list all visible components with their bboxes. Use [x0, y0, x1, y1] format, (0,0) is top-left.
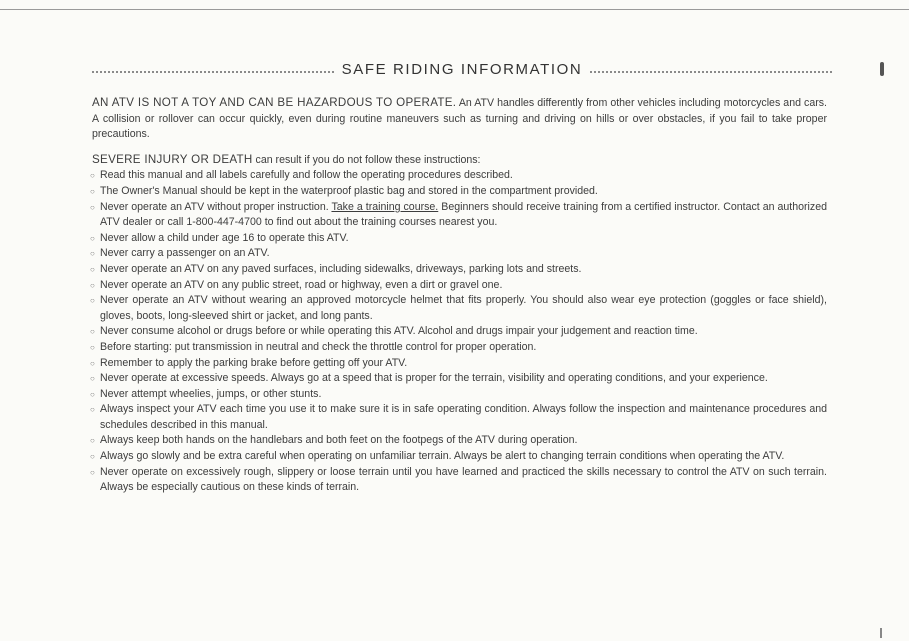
- safety-rule-text: [100, 200, 827, 231]
- rule-text-main: Never carry a passenger on an ATV.: [100, 247, 270, 260]
- circle-bullet-icon: ○: [90, 202, 95, 212]
- safety-rule-text: [100, 262, 827, 278]
- safety-rule-text: [100, 387, 827, 403]
- safety-rules-list: [92, 168, 827, 495]
- margin-mark: [880, 62, 884, 76]
- rule-text-main: Never allow a child under age 16 to operate this ATV.: [100, 231, 349, 244]
- safety-rule-item: [92, 168, 827, 184]
- intro-text: An ATV handles differently from other vehicles including motorcycles and cars. A collision or rollover can occur quickly, even during routine maneuvers such as turning and driving on hills or over obstacles, if you fail to take proper precautions.: [92, 97, 827, 141]
- safety-rule-item: [92, 278, 827, 294]
- circle-bullet-icon: ○: [90, 436, 95, 446]
- safety-rule-text: [100, 356, 827, 372]
- safety-rule-item: [92, 465, 827, 496]
- rule-text-main: Never operate at excessive speeds. Always go at a speed that is proper for the terrain, visibility and operating conditions, and your experience.: [100, 372, 768, 385]
- rule-text-main: Always inspect your ATV each time you use it to make sure it is in safe operating condition. Always follow the inspection and maintenance procedures and schedules described in this manual.: [100, 403, 827, 431]
- corner-mark: [880, 628, 882, 638]
- safety-rule-text: [100, 449, 827, 465]
- safety-rule-item: [92, 184, 827, 200]
- safety-rule-item: [92, 246, 827, 262]
- rule-text-main: Always keep both hands on the handlebars and both feet on the footpegs of the ATV during operation.: [100, 434, 578, 447]
- safety-rule-item: [92, 449, 827, 465]
- safety-rule-text: [100, 340, 827, 356]
- intro-lead: AN ATV IS NOT A TOY AND CAN BE HAZARDOUS TO OPERATE.: [92, 96, 457, 109]
- safety-rule-item: [92, 293, 827, 324]
- circle-bullet-icon: ○: [90, 452, 95, 462]
- circle-bullet-icon: ○: [90, 233, 95, 243]
- circle-bullet-icon: ○: [90, 264, 95, 274]
- circle-bullet-icon: ○: [90, 327, 95, 337]
- circle-bullet-icon: ○: [90, 296, 95, 306]
- rule-text-main: Never operate an ATV without proper instruction.: [100, 200, 332, 213]
- safety-rule-text: [100, 184, 827, 200]
- safety-rule-item: [92, 200, 827, 231]
- safety-rule-item: [92, 340, 827, 356]
- rule-text-main: Never operate an ATV on any paved surfaces, including sidewalks, driveways, parking lots and streets.: [100, 262, 582, 275]
- circle-bullet-icon: ○: [90, 374, 95, 384]
- circle-bullet-icon: ○: [90, 467, 95, 477]
- title-dot-leader-left: [92, 71, 334, 73]
- circle-bullet-icon: ○: [90, 249, 95, 259]
- section-header: [92, 61, 832, 78]
- safety-rule-text: [100, 465, 827, 496]
- rule-text-continued: Beginners should receive training from a certified instructor. Contact an authorized ATV dealer or call 1-800-447-4700 to find out about the training courses nearest you.: [100, 200, 827, 229]
- rule-text-main: Always go slowly and be extra careful when operating on unfamiliar terrain. Always be alert to changing terrain conditions when operating the ATV.: [100, 450, 785, 463]
- intro-paragraph: [92, 95, 827, 143]
- rule-text-main: Never attempt wheelies, jumps, or other stunts.: [100, 387, 322, 400]
- section-title: SAFE RIDING INFORMATION: [341, 61, 583, 78]
- safety-rule-item: [92, 371, 827, 387]
- safety-rule-text: [100, 231, 827, 247]
- rule-text-main: Remember to apply the parking brake before getting off your ATV.: [100, 356, 408, 369]
- safety-rule-item: [92, 231, 827, 247]
- training-course-link: Take a training course.: [331, 200, 439, 213]
- rule-text-main: Never operate an ATV without wearing an approved motorcycle helmet that fits properly. You should also wear eye protection (goggles or face shield), gloves, boots, long-sleeved shirt or jacket, and long pants.: [100, 294, 827, 322]
- rule-text-main: Before starting: put transmission in neutral and check the throttle control for proper operation.: [100, 340, 537, 353]
- rule-text-main: Read this manual and all labels carefully and follow the operating procedures described.: [100, 169, 513, 182]
- warning-heading: [92, 152, 827, 169]
- safety-rule-text: [100, 433, 827, 449]
- rule-text-main: Never operate on excessively rough, slippery or loose terrain until you have learned and practiced the skills necessary to control the ATV on such terrain. Always be especially cautious on these kinds of terrain.: [100, 465, 827, 494]
- circle-bullet-icon: ○: [90, 342, 95, 352]
- safety-rule-text: [100, 371, 827, 387]
- safety-rule-text: [100, 324, 827, 340]
- rule-text-main: Never consume alcohol or drugs before or while operating this ATV. Alcohol and drugs impair your judgement and reaction time.: [100, 325, 698, 338]
- rule-text-main: The Owner's Manual should be kept in the waterproof plastic bag and stored in the compartment provided.: [100, 184, 598, 197]
- page-body: [92, 95, 827, 496]
- circle-bullet-icon: ○: [90, 389, 95, 399]
- safety-rule-item: [92, 402, 827, 433]
- safety-rule-text: [100, 278, 827, 294]
- circle-bullet-icon: ○: [90, 186, 95, 196]
- circle-bullet-icon: ○: [90, 405, 95, 415]
- title-dot-leader-right: [590, 71, 832, 73]
- safety-rule-item: [92, 324, 827, 340]
- top-rule: [0, 9, 909, 10]
- rule-text-main: Never operate an ATV on any public street, road or highway, even a dirt or gravel one.: [100, 278, 503, 291]
- circle-bullet-icon: ○: [90, 280, 95, 290]
- safety-rule-item: [92, 433, 827, 449]
- circle-bullet-icon: ○: [90, 171, 95, 181]
- warning-text: can result if you do not follow these instructions:: [252, 153, 481, 166]
- safety-rule-item: [92, 262, 827, 278]
- safety-rule-text: [100, 168, 827, 184]
- circle-bullet-icon: ○: [90, 358, 95, 368]
- safety-rule-text: [100, 246, 827, 262]
- safety-rule-item: [92, 387, 827, 403]
- safety-rule-text: [100, 402, 827, 433]
- warning-lead: SEVERE INJURY OR DEATH: [92, 152, 253, 166]
- safety-rule-item: [92, 356, 827, 372]
- safety-rule-text: [100, 293, 827, 324]
